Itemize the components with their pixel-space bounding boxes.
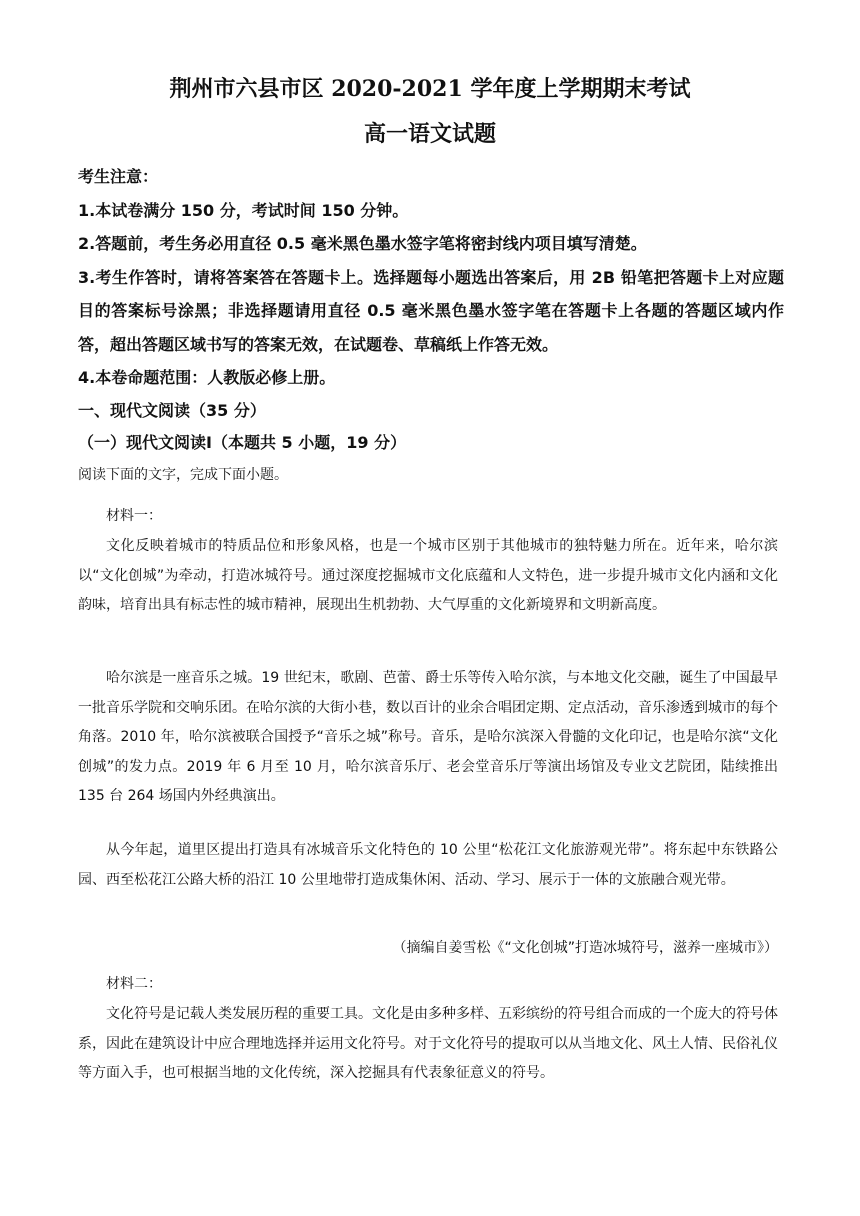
paragraph-text: 从今年起，道里区提出打造具有冰城音乐文化特色的 10 公里“松花江文化旅游观光带”。将东起中东铁路公园、西至松花江公路大桥的沿江 10 公里地带打造成集休闲、活动、学习、展示于一体的文旅融合观光带。 <box>78 842 778 888</box>
note-item: 4.本卷命题范围：人教版必修上册。 <box>78 368 336 387</box>
exam-subtitle: 高一语文试题 <box>363 121 496 147</box>
reading-instruction: 阅读下面的文字，完成下面小题。 <box>78 467 288 483</box>
candidate-notes <box>78 160 784 395</box>
note-item: 3.考生作答时，请将答案答在答题卡上。选择题每小题选出答案后，用 2B 铅笔把答题卡上对应题目的答案标号涂黑；非选择题请用直径 0.5 毫米黑色墨水签字笔在答题卡上各题的答题区域内作答，超出答题区域书写的答案无效，在试题卷、草稿纸上作答无效。 <box>78 267 784 354</box>
note-item: 1.本试卷满分 150 分，考试时间 150 分钟。 <box>78 200 409 220</box>
exam-title: 荆州市六县市区 2020-2021 学年度上学期期末考试 <box>169 76 691 102</box>
material-label <box>78 970 778 1000</box>
material-1-source: （摘编自姜雪松《“文化创城”打造冰城符号，滋养一座城市》） <box>392 940 778 956</box>
paragraph-text: 文化符号是记载人类发展历程的重要工具。文化是由多种多样、五彩缤纷的符号组合而成的一个庞大的符号体系，因此在建筑设计中应合理地选择并运用文化符号。对于文化符号的提取可以从当地文化、风土人情、民俗礼仪等方面入手，也可根据当地的文化传统，深入挖掘具有代表象征意义的符号。 <box>78 1006 778 1081</box>
material-2-label: 材料二： <box>106 976 162 992</box>
material-1-paragraph <box>78 532 778 621</box>
notes-heading: 考生注意： <box>78 167 159 186</box>
material-2-paragraph <box>78 1000 778 1089</box>
subsection-heading: （一）现代文阅读Ⅰ（本题共 5 小题，19 分） <box>78 433 407 452</box>
section-heading: 一、现代文阅读（35 分） <box>78 401 266 420</box>
material-1-paragraph <box>78 836 778 895</box>
material-label <box>78 502 778 532</box>
material-1-label: 材料一： <box>106 508 162 524</box>
paragraph-text: 文化反映着城市的特质品位和形象风格，也是一个城市区别于其他城市的独特魅力所在。近年来，哈尔滨以“文化创城”为牵动，打造冰城符号。通过深度挖掘城市文化底蕴和人文特色，进一步提升城市文化内涵和文化韵味，培育出具有标志性的城市精神，展现出生机勃勃、大气厚重的文化新境界和文明新高度。 <box>78 538 778 613</box>
material-1-paragraph <box>78 664 778 812</box>
paragraph-text: 哈尔滨是一座音乐之城。19 世纪末，歌剧、芭蕾、爵士乐等传入哈尔滨，与本地文化交融，诞生了中国最早一批音乐学院和交响乐团。在哈尔滨的大街小巷，数以百计的业余合唱团定期、定点活动，音乐渗透到城市的每个角落。2010 年，哈尔滨被联合国授予“音乐之城”称号。音乐，是哈尔滨深入骨髓的文化印记，也是哈尔滨“文化创城”的发力点。2019 年 6 月至 10 月，哈尔滨音乐厅、老会堂音乐厅等演出场馆及专业文艺院团，陆续推出 135 台 264 场国内外经典演出。 <box>78 670 778 804</box>
note-item: 2.答题前，考生务必用直径 0.5 毫米黑色墨水签字笔将密封线内项目填写清楚。 <box>78 234 647 253</box>
